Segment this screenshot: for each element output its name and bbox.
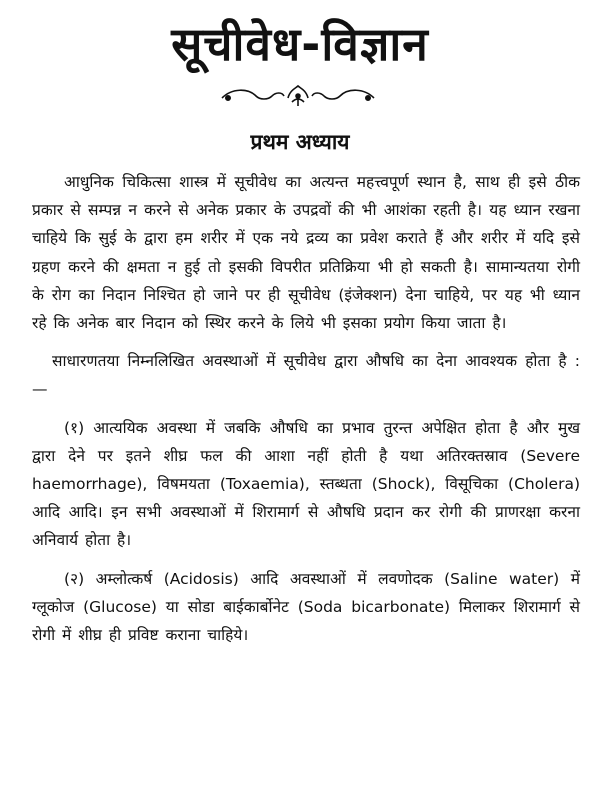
chapter-heading: प्रथम अध्याय — [250, 130, 350, 154]
paragraph-intro: आधुनिक चिकित्सा शास्त्र में सूचीवेध का अत्यन्त महत्त्वपूर्ण स्थान है, साथ ही इसे ठीक प्रकार से सम्पन्न न करने से अनेक प्रकार के उपद्रवों की भी आशंका रहती है। यह ध्यान रखना चाहिये कि सुई के द्वारा हम शरीर में एक नये द्रव्य का प्रवेश कराते हैं और शरीर में यदि इसे ग्रहण करने की क्षमता न हुई तो इसकी विपरीत प्रतिक्रिया भी हो सकती है। सामान्यतया रोगी के रोग का निदान निश्चित हो जाने पर ही सूचीवेध (इंजेक्शन) देना चाहिये, पर यह भी ध्यान रहे कि अनेक बार निदान को स्थिर करने के लिये भी इसका प्रयोग किया जाता है। — [32, 173, 580, 333]
paragraph-conditions: साधारणतया निम्नलिखित अवस्थाओं में सूचीवेध द्वारा औषधि का देना आवश्यक होता है :— — [32, 352, 580, 399]
paragraph-item-1: (१) आत्ययिक अवस्था में जबकि औषधि का प्रभाव तुरन्त अपेक्षित होता है और मुख द्वारा देने पर इतने शीघ्र फल की आशा नहीं होती है यथा अतिरक्तस्राव (Severe haemorrhage), विषमयता (Toxaemia), स्तब्धता (Shock), विसूचिका (Cholera) आदि आदि। इन सभी अवस्थाओं में शिरामार्ग से औषधि प्रदान कर रोगी की प्राणरक्षा करना अनिवार्य होता है। — [32, 418, 580, 550]
paragraph-item-2: (२) अम्लोत्कर्ष (Acidosis) आदि अवस्थाओं में लवणोदक (Saline water) में ग्लूकोज (Glucose) या सोडा बाईकार्बोनेट (Soda bicarbonate) मिलाकर शिरामार्ग से रोगी में शीघ्र ही प्रविष्ट कराना चाहिये। — [32, 569, 580, 645]
body-text — [32, 168, 580, 659]
book-title: सूचीवेध-विज्ञान — [171, 17, 429, 71]
decorative-flourish-icon — [218, 84, 378, 108]
